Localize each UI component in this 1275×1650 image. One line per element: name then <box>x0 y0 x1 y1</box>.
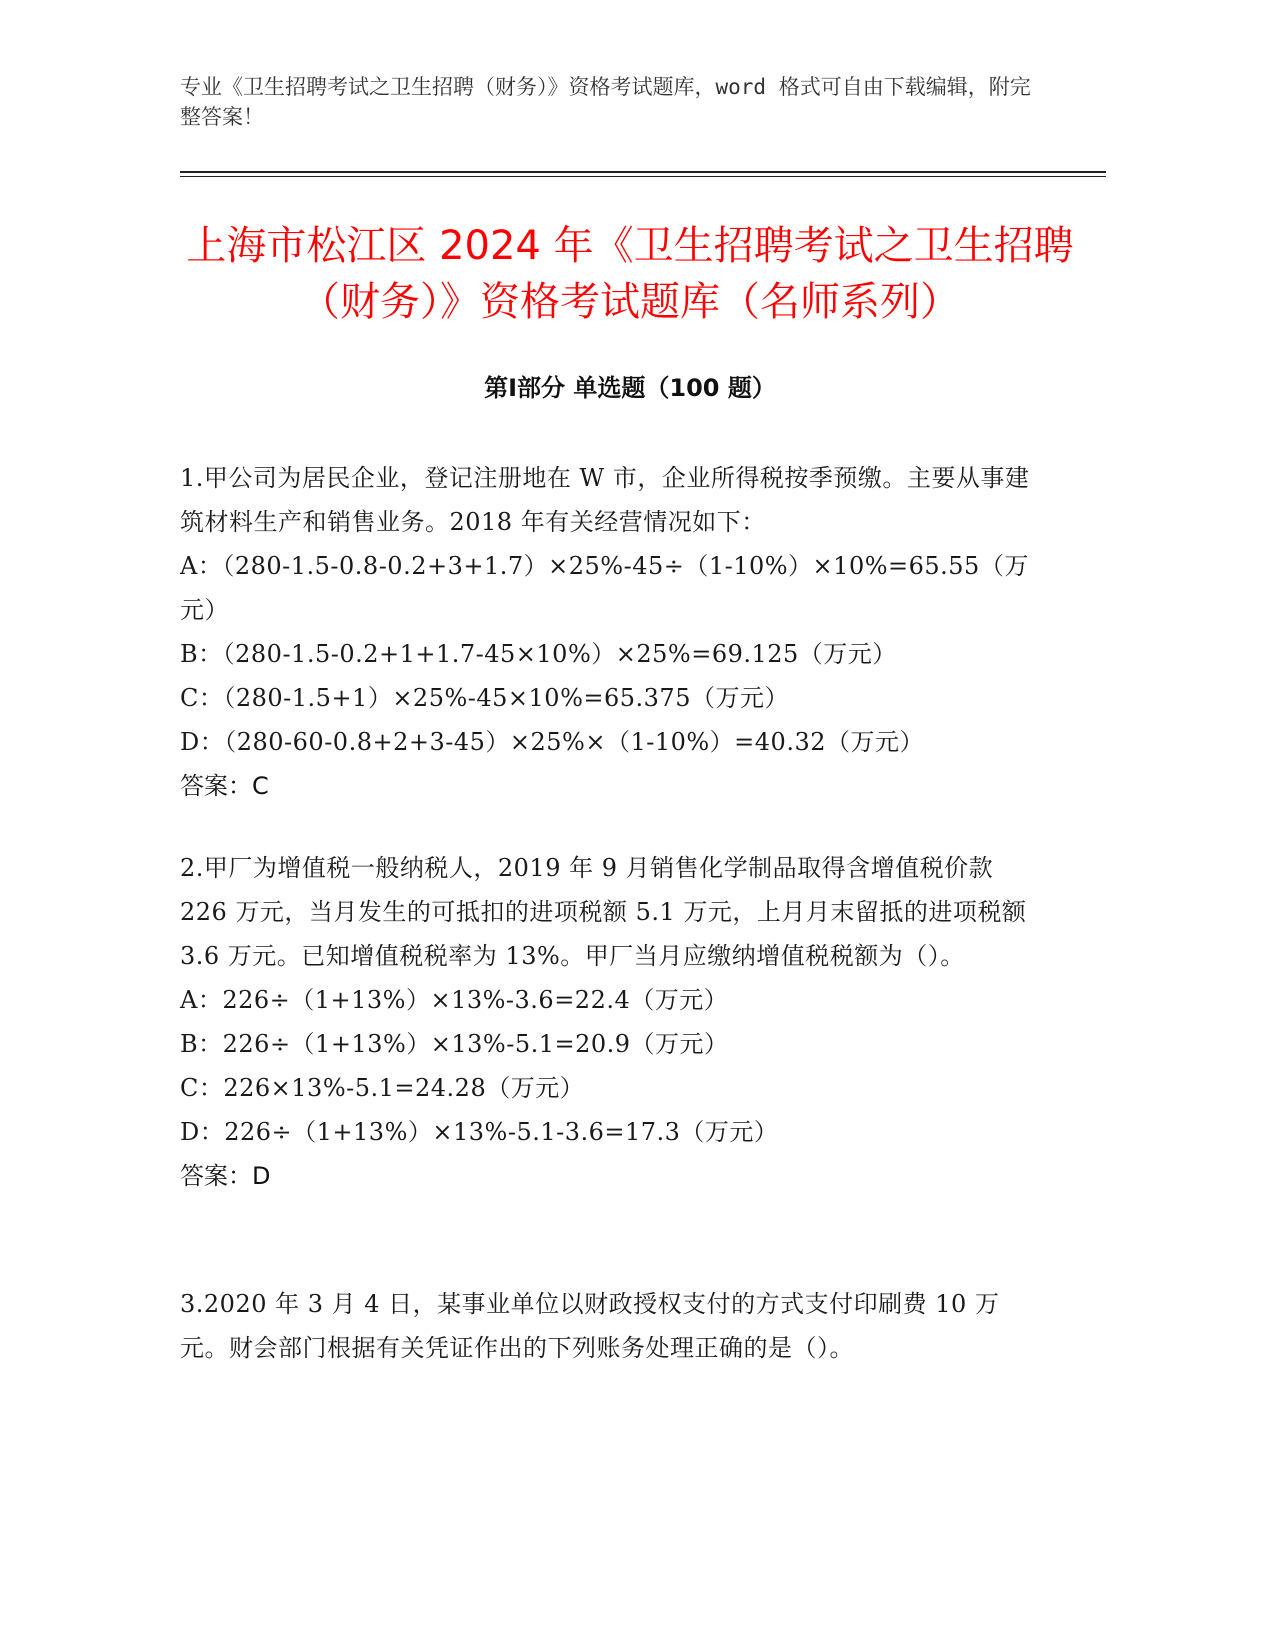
option-c: C：226×13%-5.1=24.28（万元） <box>180 1074 585 1102</box>
option-a: A：226÷（1+13%）×13%-3.6=22.4（万元） <box>180 986 729 1014</box>
answer: 答案：D <box>180 1162 271 1190</box>
question-3 <box>180 1282 1040 1370</box>
question-2 <box>180 846 1040 1198</box>
option-b: B：226÷（1+13%）×13%-5.1=20.9（万元） <box>180 1030 729 1058</box>
header-divider-thin <box>180 176 1106 177</box>
answer: 答案：C <box>180 772 269 800</box>
document-title: 上海市松江区 2024 年《卫生招聘考试之卫生招聘（财务）》资格考试题库（名师系列） <box>186 223 1074 325</box>
question-1 <box>180 456 1040 808</box>
section-heading: 第Ⅰ部分 单选题（100 题） <box>484 374 776 402</box>
header-note: 专业《卫生招聘考试之卫生招聘（财务）》资格考试题库，word 格式可自由下载编辑，附完整答案！ <box>180 75 1031 129</box>
question-stem: 2.甲厂为增值税一般纳税人，2019 年 9 月销售化学制品取得含增值税价款 226 万元，当月发生的可抵扣的进项税额 5.1 万元，上月月末留抵的进项税额 3.6 万元。已知增值税税率为 13%。甲厂当月应缴纳增值税税额为（）。 <box>180 854 1027 970</box>
header-divider <box>180 171 1106 173</box>
option-a: A：（280-1.5-0.8-0.2+3+1.7）×25%-45÷（1-10%）×10%=65.55（万元） <box>180 552 1029 624</box>
option-b: B：（280-1.5-0.2+1+1.7-45×10%）×25%=69.125（万元） <box>180 640 897 668</box>
question-stem: 3.2020 年 3 月 4 日，某事业单位以财政授权支付的方式支付印刷费 10 万元。财会部门根据有关凭证作出的下列账务处理正确的是（）。 <box>180 1290 1000 1362</box>
option-d: D：226÷（1+13%）×13%-5.1-3.6=17.3（万元） <box>180 1118 779 1146</box>
question-stem: 1.甲公司为居民企业，登记注册地在 W 市，企业所得税按季预缴。主要从事建筑材料生产和销售业务。2018 年有关经营情况如下： <box>180 464 1030 536</box>
option-c: C：（280-1.5+1）×25%-45×10%=65.375（万元） <box>180 684 789 712</box>
option-d: D：（280-60-0.8+2+3-45）×25%×（1-10%）=40.32（万元） <box>180 728 924 756</box>
